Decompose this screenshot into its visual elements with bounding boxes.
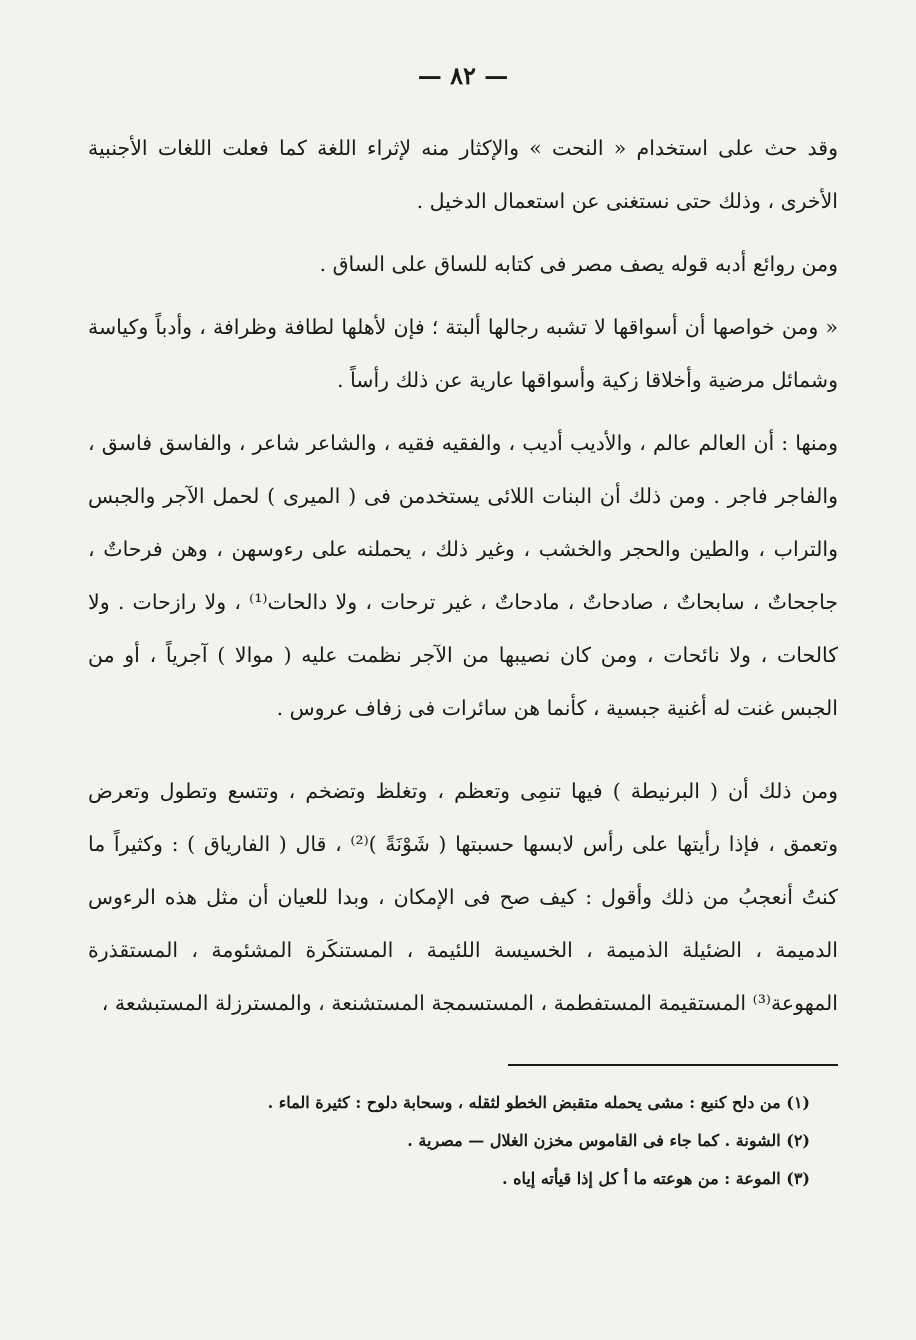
footnotes	[88, 1084, 838, 1198]
footnote-3: (٣) الموعة : من هوعته ما أ كل إذا قيأته إياه .	[501, 1169, 810, 1188]
footnote-divider	[508, 1064, 838, 1066]
paragraph-hat: ومن ذلك أن ( البرنيطة ) فيها تنمِى وتعظم ، وتغلظ وتضخم ، وتتسع وتطول وتعرض وتعمق ، فإذا رأيتها على رأس لابسها حسبتها ( شَوْنَةً )⁽²⁾ ، قال ( الفارياق ) : وكثيراً ما كنتُ أنعجبُ من ذلك وأقول : كيف صح فى الإمكان ، وبدا للعيان أن مثل هذه الرءوس الدميمة ، الضئيلة الذميمة ، الخسيسة اللئيمة ، المستنكَرة المشئومة ، المستقذرة المهوعة⁽³⁾ المستقيمة المستفطمة ، المستسمجة المستشنعة ، والمسترزلة المستبشعة ،	[88, 779, 838, 1015]
paragraph-intro-quote: ومن روائع أدبه قوله يصف مصر فى كتابه للساق على الساق .	[319, 252, 838, 276]
page-number: — ٨٢ —	[417, 61, 509, 90]
paragraph-nahth: وقد حث على استخدام « النحت » والإكثار منه لإثراء اللغة كما فعلت اللغات الأجنبية الأخرى ، وذلك حتى نستغنى عن استعمال الدخيل .	[88, 136, 838, 213]
paragraph-markets: « ومن خواصها أن أسواقها لا تشبه رجالها ألبتة ؛ فإن لأهلها لطافة وظرافة ، وأدباً وكياسة وشمائل مرضية وأخلاقا زكية وأسواقها عارية عن ذلك رأساً .	[88, 315, 838, 392]
footnote-1: (١) من دلح كنبع : مشى يحمله متقبض الخطو لثقله ، وسحابة دلوح : كثيرة الماء .	[267, 1093, 810, 1112]
footnote-2: (٢) الشونة . كما جاء فى القاموس مخزن الغلال — مصرية .	[407, 1131, 810, 1150]
main-text	[88, 122, 838, 1030]
paragraph-girls-carrying: ومنها : أن العالم عالم ، والأديب أديب ، والفقيه فقيه ، والشاعر شاعر ، والفاسق فاسق ، والفاجر فاجر . ومن ذلك أن البنات اللائى يستخدمن فى ( الميرى ) لحمل الآجر والجبس والتراب ، والطين والحجر والخشب ، وغير ذلك ، يحملنه على رءوسهن ، وهن فرحاتٌ ، جاجحاتٌ ، سابحاتٌ ، صادحاتٌ ، مادحاتٌ ، غير ترحات ، ولا دالحات⁽¹⁾ ، ولا رازحات . ولا كالحات ، ولا نائحات ، ومن كان نصيبها من الآجر نظمت عليه ( موالا ) آجرياً ، أو من الجبس غنت له أغنية جبسية ، كأنما هن سائرات فى زفاف عروس .	[88, 431, 839, 720]
